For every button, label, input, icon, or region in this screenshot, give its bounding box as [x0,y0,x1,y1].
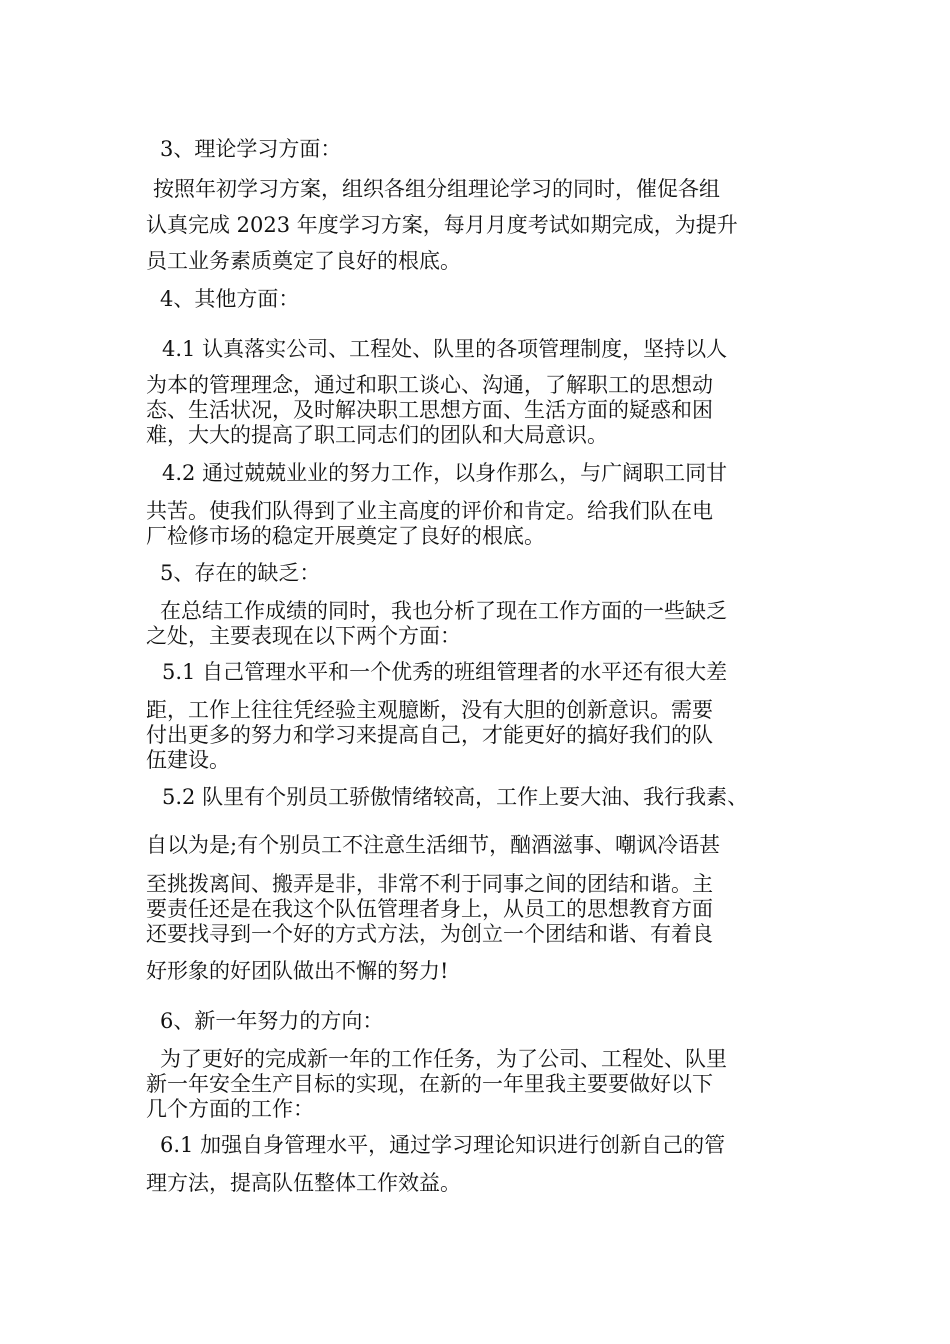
paragraph-5 [146,599,816,624]
text-line: 4、其他方面： [160,287,300,311]
paragraph-5-1-body [146,698,816,773]
text-line: 5、存在的缺乏： [160,561,321,585]
text-line: 伍建设。 [146,748,230,772]
section-heading-4 [146,287,830,312]
text-line: 按照年初学习方案，组织各组分组理论学习的同时，催促各组 [153,177,720,201]
section-heading-6 [146,1009,830,1034]
paragraph-4-2-body [146,499,816,549]
section-heading-3 [146,137,830,162]
text-line: 4.1 认真落实公司、工程处、队里的各项管理制度，坚持以人 [162,337,728,361]
text-line: 厂检修市场的稳定开展奠定了良好的根底。 [146,524,545,548]
paragraph-6-1 [146,1133,816,1158]
text-line: 4.2 通过兢兢业业的努力工作，以身作那么，与广阔职工同甘 [162,461,728,485]
paragraph-3-cont [146,213,816,238]
paragraph-6 [146,1047,816,1072]
text-line: 态、生活状况，及时解决职工思想方面、生活方面的疑惑和困 [146,398,713,422]
paragraph-3 [146,177,816,202]
text-line: 为本的管理理念，通过和职工谈心、沟通，了解职工的思想动 [146,373,713,397]
text-line: 6、新一年努力的方向： [160,1009,384,1033]
text-line: 认真完成 2023 年度学习方案，每月月度考试如期完成，为提升 [146,213,738,237]
paragraph-5-2 [146,785,832,810]
text-line: 5.1 自己管理水平和一个优秀的班组管理者的水平还有很大差 [162,660,728,684]
text-line: 自以为是;有个别员工不注意生活细节，酗酒滋事、嘲讽冷语甚 [146,833,721,857]
paragraph-4-1-body [146,373,816,448]
section-heading-5 [146,561,830,586]
paragraph-5-cont [146,624,816,649]
text-line: 距，工作上往往凭经验主观臆断，没有大胆的创新意识。需要 [146,698,713,722]
paragraph-5-2-body [146,872,816,947]
paragraph-5-1 [146,660,816,685]
text-line: 几个方面的工作： [146,1097,314,1121]
paragraph-6-1-body [146,1171,816,1196]
text-line: 员工业务素质奠定了良好的根底。 [146,249,461,273]
paragraph-3-cont2 [146,249,816,274]
text-line: 共苦。使我们队得到了业主高度的评价和肯定。给我们队在电 [146,499,713,523]
text-line: 难，大大的提高了职工同志们的团队和大局意识。 [146,423,608,447]
text-line: 理方法，提高队伍整体工作效益。 [146,1171,461,1195]
text-line: 至挑拨离间、搬弄是非，非常不利于同事之间的团结和谐。主 [146,872,713,896]
text-line: 新一年安全生产目标的实现，在新的一年里我主要要做好以下 [146,1072,713,1096]
paragraph-5-2-end [146,959,816,984]
text-line: 3、理论学习方面： [160,137,342,161]
text-line: 在总结工作成绩的同时，我也分析了现在工作方面的一些缺乏 [160,599,727,623]
paragraph-6-cont [146,1072,816,1122]
text-line: 为了更好的完成新一年的工作任务，为了公司、工程处、队里 [160,1047,727,1071]
text-line: 之处，主要表现在以下两个方面： [146,624,461,648]
paragraph-5-2-line2 [146,833,816,858]
text-line: 6.1 加强自身管理水平，通过学习理论知识进行创新自己的管 [160,1133,726,1157]
paragraph-4-2 [146,461,816,486]
text-line: 付出更多的努力和学习来提高自己，才能更好的搞好我们的队 [146,723,713,747]
paragraph-4-1 [146,337,816,362]
text-line: 好形象的好团队做出不懈的努力! [146,959,449,983]
text-line: 还要找寻到一个好的方式方法，为创立一个团结和谐、有着良 [146,922,713,946]
text-line: 要责任还是在我这个队伍管理者身上，从员工的思想教育方面 [146,897,713,921]
text-line: 5.2 队里有个别员工骄傲情绪较高，工作上要大油、我行我素、 [162,785,749,809]
